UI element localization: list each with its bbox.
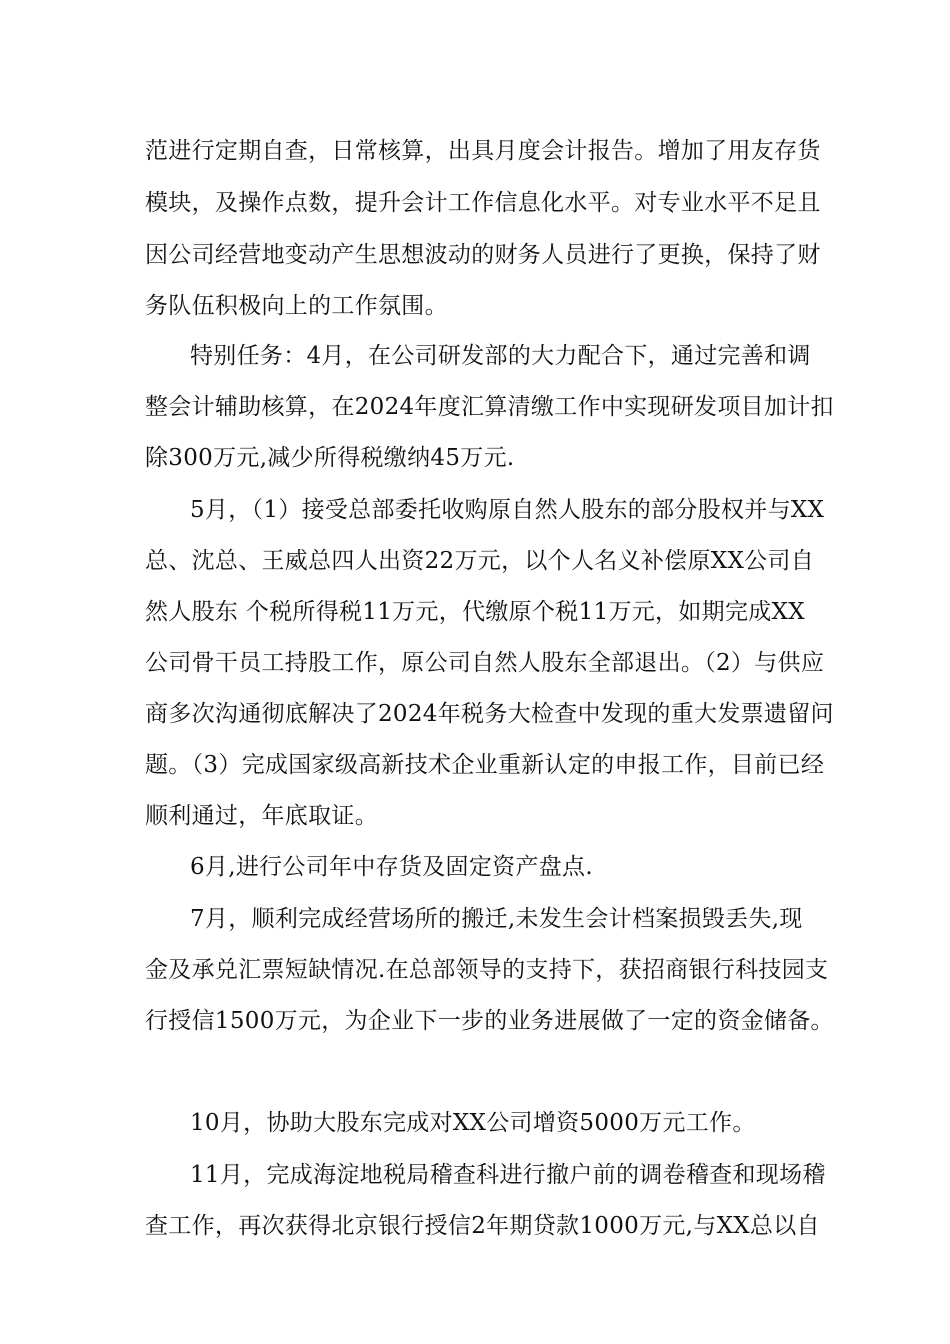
text-line: 公司骨干员工持股工作，原公司自然人股东全部退出。（2）与供应 <box>145 650 825 676</box>
text-line: 模块，及操作点数，提升会计工作信息化水平。对专业水平不足且 <box>145 190 821 216</box>
paragraph-first-line: 10月，协助大股东完成对XX公司增资5000万元工作。 <box>190 1110 756 1136</box>
text-line: 金及承兑汇票短缺情况.在总部领导的支持下，获招商银行科技园支 <box>145 957 829 983</box>
text-line: 因公司经营地变动产生思想波动的财务人员进行了更换，保持了财 <box>145 242 821 268</box>
text-line: 题。（3）完成国家级高新技术企业重新认定的申报工作，目前已经 <box>145 752 825 778</box>
text-line: 除300万元,减少所得税缴纳45万元. <box>145 445 515 471</box>
text-line: 商多次沟通彻底解决了2024年税务大检查中发现的重大发票遗留问 <box>145 701 834 727</box>
paragraph-first-line: 特别任务：4月，在公司研发部的大力配合下，通过完善和调 <box>190 343 811 369</box>
text-line: 查工作，再次获得北京银行授信2年期贷款1000万元,与XX总以自 <box>145 1213 820 1239</box>
text-line: 然人股东 个税所得税11万元，代缴原个税11万元，如期完成XX <box>145 599 805 625</box>
text-line: 总、沈总、王威总四人出资22万元，以个人名义补偿原XX公司自 <box>145 548 815 574</box>
text-line: 范进行定期自查，日常核算，出具月度会计报告。增加了用友存货 <box>145 138 821 164</box>
text-line: 顺利通过，年底取证。 <box>145 803 378 829</box>
text-line: 行授信1500万元，为企业下一步的业务进展做了一定的资金储备。 <box>145 1008 834 1034</box>
text-line: 整会计辅助核算，在2024年度汇算清缴工作中实现研发项目加计扣 <box>145 394 834 420</box>
text-line: 务队伍积极向上的工作氛围。 <box>145 293 448 319</box>
paragraph-first-line: 5月，（1）接受总部委托收购原自然人股东的部分股权并与XX <box>190 497 825 523</box>
paragraph-first-line: 7月，顺利完成经营场所的搬迁,未发生会计档案损毁丢失,现 <box>190 906 803 932</box>
paragraph-first-line: 11月，完成海淀地税局稽查科进行撤户前的调卷稽查和现场稽 <box>190 1162 826 1188</box>
paragraph-first-line: 6月,进行公司年中存货及固定资产盘点. <box>190 854 593 880</box>
